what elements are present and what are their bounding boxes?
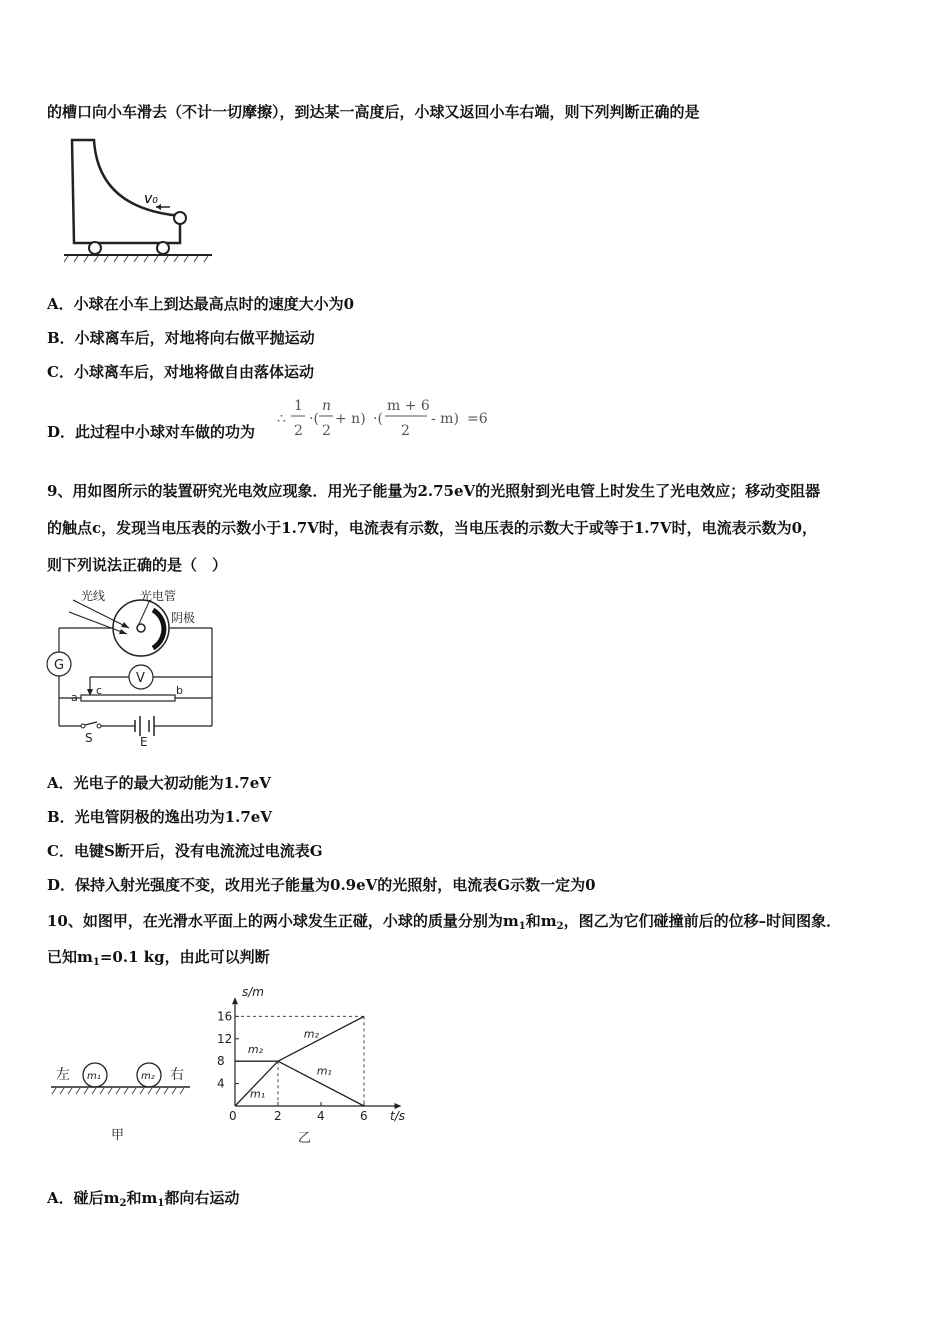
q9-stem-line-1: 9、用如图所示的装置研究光电效应现象．用光子能量为2.75eV的光照射到光电管上时发生了光电效应；移动变阻器 <box>47 482 821 500</box>
wheel-right <box>157 242 169 254</box>
intro-text: 的槽口向小车滑去（不计一切摩擦），到达某一高度后，小球又返回小车右端，则下列判断正确的是 <box>47 103 700 121</box>
svg-text:=6: =6 <box>467 411 488 427</box>
y-axis-label: s/m <box>242 985 264 999</box>
label-m2-after: m₂ <box>303 1027 319 1041</box>
svg-text:右: 右 <box>170 1067 184 1083</box>
cart-figure <box>62 135 222 265</box>
cathode-arc <box>153 610 164 648</box>
svg-text:m₁: m₁ <box>87 1071 101 1082</box>
svg-text:G: G <box>54 658 65 673</box>
q8-option-b: B．小球离车后，对地将向右做平抛运动 <box>47 329 315 347</box>
x-tick-label: 6 <box>360 1109 368 1123</box>
q9-option-a: A．光电子的最大初动能为1.7eV <box>47 774 271 792</box>
q9-option-b: B．光电管阴极的逸出功为1.7eV <box>47 808 272 826</box>
svg-text:∴: ∴ <box>277 411 286 427</box>
q8-option-a: A．小球在小车上到达最高点时的速度大小为0 <box>47 295 355 313</box>
q9-stem-line-2: 的触点c，发现当电压表的示数小于1.7V时，电流表有示数，当电压表的示数大于或等于1.7V时，电流表示数为0， <box>47 519 818 537</box>
svg-text:S: S <box>85 731 93 745</box>
q9-stem-line-3: 则下列说法正确的是（ ） <box>47 556 228 574</box>
svg-text:1: 1 <box>294 398 303 414</box>
anode <box>137 624 145 632</box>
y-tick-label: 0 <box>229 1109 237 1123</box>
series-m2-after <box>278 1016 364 1061</box>
svg-text:·(: ·( <box>309 411 319 427</box>
label-m2-before: m₂ <box>247 1042 264 1056</box>
svg-text:b: b <box>176 684 183 697</box>
svg-text:c: c <box>96 684 103 697</box>
svg-text:2: 2 <box>401 423 410 439</box>
svg-text:E: E <box>140 735 148 749</box>
label-m1-before: m₁ <box>250 1087 266 1101</box>
switch-s <box>85 722 97 725</box>
y-tick-label: 8 <box>217 1054 225 1069</box>
svg-text:- m): - m) <box>431 411 459 427</box>
wheel-left <box>89 242 101 254</box>
x-tick-label: 2 <box>274 1109 282 1123</box>
q9-option-c: C．电键S断开后，没有电流流过电流表G <box>47 842 323 860</box>
svg-text:左: 左 <box>56 1067 70 1083</box>
figure-jia <box>48 1055 198 1150</box>
y-tick-label: 12 <box>217 1031 233 1046</box>
q10-stem-line-2: 已知$m_1=0.1$ kg，由此可以判断 <box>47 948 270 968</box>
small-ball <box>174 212 186 224</box>
svg-text:甲: 甲 <box>111 1128 125 1143</box>
chart-caption: 乙 <box>298 1131 312 1146</box>
svg-text:a: a <box>71 691 78 704</box>
q8-option-c: C．小球离车后，对地将做自由落体运动 <box>47 363 314 381</box>
q10-option-a: A．碰后$m_2$和$m_1$都向右运动 <box>47 1189 240 1209</box>
svg-text:+ n): + n) <box>335 411 366 427</box>
circuit-figure <box>45 586 225 751</box>
y-tick-label: 16 <box>217 1009 233 1024</box>
x-tick-label: 4 <box>317 1109 325 1123</box>
svg-text:m + 6: m + 6 <box>387 398 430 414</box>
label-tube: 光电管 <box>140 589 177 603</box>
svg-text:2: 2 <box>322 423 331 439</box>
svg-text:n: n <box>322 398 332 414</box>
x-axis-label: t/s <box>390 1109 405 1123</box>
svg-text:m₂: m₂ <box>141 1071 155 1082</box>
label-cathode: 阴极 <box>171 611 196 625</box>
q8-option-d: D．此过程中小球对车做的功为 <box>47 423 256 441</box>
q9-option-d: D．保持入射光强度不变，改用光子能量为0.9eV的光照射，电流表G示数一定为0 <box>47 876 596 894</box>
svg-text:2: 2 <box>294 423 303 439</box>
v0-label: v₀ <box>144 191 158 207</box>
label-m1-after: m₁ <box>316 1064 332 1078</box>
svg-text:·(: ·( <box>373 411 383 427</box>
svg-text:V: V <box>136 671 145 686</box>
cart-body <box>72 140 180 243</box>
label-light: 光线 <box>81 589 106 603</box>
q10-stem-line-1: 10、如图甲，在光滑水平面上的两小球发生正碰，小球的质量分别为$m_1$和$m_2$，图乙为它们碰撞前后的位移–时间图象． <box>47 912 842 932</box>
y-tick-label: 4 <box>217 1076 225 1091</box>
q8-option-d-formula <box>277 395 507 445</box>
figure-yi-st-graph <box>210 980 420 1150</box>
y-axis-arrow <box>232 997 238 1004</box>
